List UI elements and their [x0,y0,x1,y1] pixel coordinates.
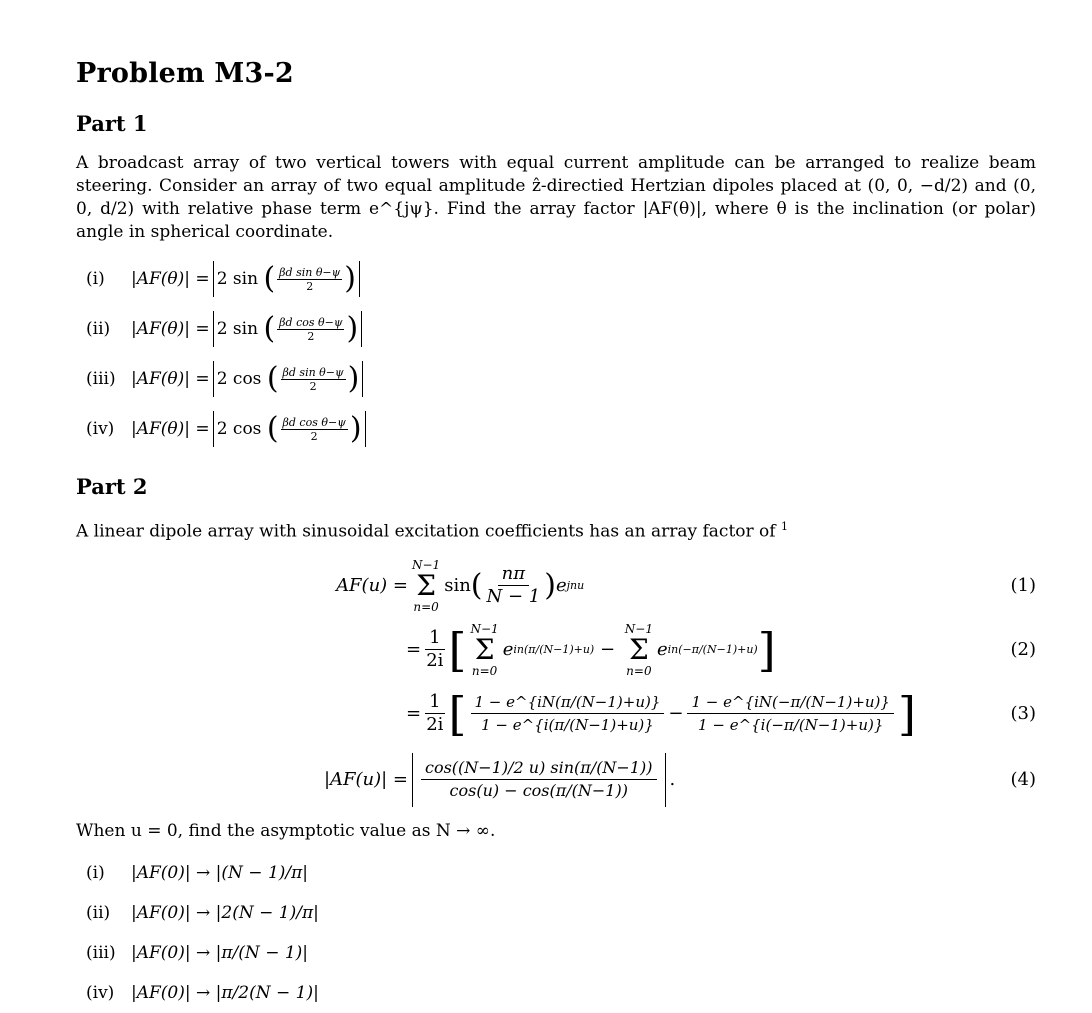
option-label: (iii) [86,942,116,963]
option-item[interactable] [76,933,1036,973]
problem-page [76,48,1036,1013]
part2-options [76,853,1036,1013]
option-coef: 2 [216,319,228,339]
equation-block [76,554,1036,814]
option-label: (ii) [86,319,111,339]
option-coef: 2 [216,419,228,439]
option-label: (iv) [86,419,115,439]
fraction: $\frac{1 - e\^{}\{iN(\pi/(N-1)+u)\}}{1 - e\^{}\{i(\pi/(N-1)+u)\}}$ [471,691,665,736]
equation-4: |AF(u)| = $\frac{\cos((N-1)/2 u) \sin(\pi/(N-1))}{\cos(u) - \cos(\pi/(N-1))}$ . (4) [76,750,1036,810]
option-lhs: |AF(θ)| = [131,369,210,389]
abs-bar [213,411,214,447]
option-item[interactable]: (i) |AF(θ)| = 2 sin ( $\frac{\text{βd sin θ−ψ}}{2}$ ) [76,254,1036,304]
fraction: $\frac{n\pi}{N - 1}$ [486,563,541,608]
option-item[interactable] [76,893,1036,933]
equation-number: (3) [1010,703,1036,725]
abs-bar [361,311,362,347]
option-item[interactable]: (iv) |AF(θ)| = 2 cos ( $\frac{\text{βd cos θ−ψ}}{2}$ ) [76,404,1036,454]
option-lhs: |AF(θ)| = [131,269,210,289]
option-lhs: |AF(θ)| = [131,319,210,339]
abs-bar [362,361,363,397]
option-label: (iii) [86,369,116,389]
footnote-mark: 1 [780,520,788,533]
option-coef: 2 [216,369,228,389]
part1-text: A broadcast array of two vertical towers with equal current amplitude can be arranged to realize beam steering. Consider an array of two equal amplitude ẑ-directied Hertzian dipoles placed at (0, 0, −d/2) and (0, 0, d/2) with relative phase term e^{jψ}. Find the array factor |AF(θ)|, where θ is the inclination (or polar) angle in spherical coordinate. [76,153,1036,242]
option-label: (iv) [86,982,115,1003]
option-fraction: $\frac{\text{βd cos θ−ψ}}{2}$ [282,415,346,443]
part2-question: When u = 0, find the asymptotic value as N → ∞. [76,820,496,841]
option-label: (i) [86,862,105,883]
option-item[interactable] [76,853,1036,893]
sum-symbol: N−1 Σ n=0 [412,557,441,614]
abs-bar [213,261,214,297]
part1-options [76,254,1036,454]
option-fraction: $\frac{\text{βd sin θ−ψ}}{2}$ [279,265,341,293]
fraction: $\frac{\cos((N-1)/2 u) \sin(\pi/(N-1))}{\cos(u) - \cos(\pi/(N-1))}$ [421,757,657,802]
part2-section [76,474,1036,1013]
equation-1: AF(u) = N−1 Σ n=0 sin ( $\frac{n\pi}{N - 1}$ ) e jnu (1) [336,557,1036,614]
equation-number: (1) [1010,575,1036,597]
option-fraction: $\frac{\text{βd cos θ−ψ}}{2}$ [279,315,343,343]
abs-bar [359,261,360,297]
option-text: |AF(0)| → |(N − 1)/π| [131,862,309,883]
page-title: Problem M3-2 [76,58,294,89]
option-text: |AF(0)| → |π/(N − 1)| [131,942,309,963]
abs-bar [213,361,214,397]
equation-3: = $\frac{1}{2i}$ [ $\frac{1 - e\^{}\{iN(\pi/(N-1)+u)\}}{1 - e\^{}\{i(\pi/(N-1)+u)\}}$ − $\frac{1 - e\^{}\{iN(-\pi/(N-1)+u)\}}{1 - e\^{}\{i(-\pi/(N-1)+u)\}}$ ] (3) [406,686,1036,741]
option-fn: cos [232,419,262,439]
option-text: |AF(0)| → |π/2(N − 1)| [131,982,319,1003]
option-fn: sin [232,319,259,339]
option-fn: sin [232,269,259,289]
abs-bar [365,411,366,447]
option-fraction: $\frac{\text{βd sin θ−ψ}}{2}$ [282,365,344,393]
equation-number: (4) [1010,769,1036,791]
part2-intro: A linear dipole array with sinusoidal excitation coefficients has an array factor of $^1$ [76,520,788,542]
option-text: |AF(0)| → |2(N − 1)/π| [131,902,319,923]
part2-heading: Part 2 [76,474,148,499]
part1-section [76,111,1036,454]
option-item[interactable]: (ii) |AF(θ)| = 2 sin ( $\frac{\text{βd cos θ−ψ}}{2}$ ) [76,304,1036,354]
equation-2: = $\frac{1}{2i}$ [ N−1 Σ n=0 e in(π/(N−1)+u) − N−1 Σ n=0 e in(−π/(N−1)+u) ] (2) [406,621,1036,678]
option-fn: cos [232,369,262,389]
equation-number: (2) [1010,639,1036,661]
option-label: (ii) [86,902,111,923]
option-item[interactable] [76,973,1036,1013]
abs-bar [213,311,214,347]
fraction: $\frac{1 - e\^{}\{iN(-\pi/(N-1)+u)\}}{1 - e\^{}\{i(-\pi/(N-1)+u)\}}$ [687,691,893,736]
option-item[interactable]: (iii) |AF(θ)| = 2 cos ( $\frac{\text{βd sin θ−ψ}}{2}$ ) [76,354,1036,404]
part1-heading: Part 1 [76,111,148,136]
option-coef: 2 [216,269,228,289]
option-lhs: |AF(θ)| = [131,419,210,439]
option-label: (i) [86,269,105,289]
